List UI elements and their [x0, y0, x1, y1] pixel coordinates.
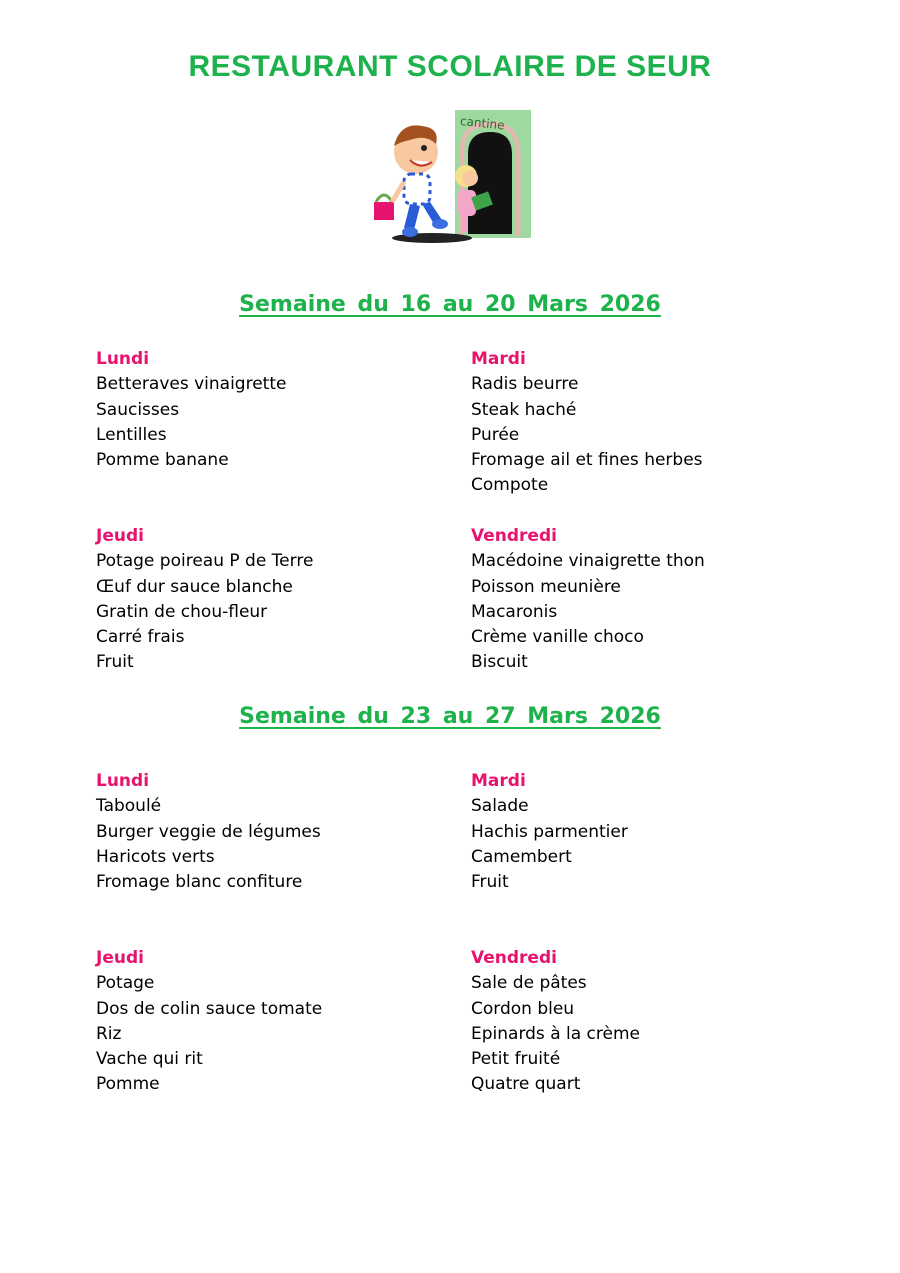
menu-item: Salade [471, 796, 529, 817]
day-name: Lundi [96, 771, 150, 791]
menu-item: Hachis parmentier [471, 821, 628, 842]
day-name: Jeudi [96, 948, 144, 968]
day-block-mardi [471, 769, 851, 895]
menu-item: Betteraves vinaigrette [96, 374, 287, 395]
menu-item: Compote [471, 475, 549, 496]
menu-item: Saucisses [96, 399, 180, 420]
day-block-jeudi [96, 946, 476, 1098]
day-name: Vendredi [471, 948, 557, 968]
menu-item: Fruit [471, 872, 509, 893]
menu-item: Œuf dur sauce blanche [96, 576, 293, 597]
menu-item: Taboulé [96, 796, 162, 817]
menu-item: Fromage blanc confiture [96, 872, 303, 893]
menu-item: Macédoine vinaigrette thon [471, 551, 705, 572]
day-name: Jeudi [96, 526, 144, 546]
day-block-vendredi [471, 524, 851, 676]
menu-item: Haricots verts [96, 846, 215, 867]
day-name: Lundi [96, 349, 150, 369]
menu-item: Purée [471, 424, 520, 445]
day-block-lundi [96, 769, 476, 895]
day-block-mardi [471, 347, 851, 499]
menu-item: Steak haché [471, 399, 577, 420]
menu-item: Sale de pâtes [471, 973, 587, 994]
day-name: Mardi [471, 771, 526, 791]
page-title: RESTAURANT SCOLAIRE DE SEUR [188, 50, 712, 83]
menu-item: Epinards à la crème [471, 1023, 640, 1044]
menu-item: Pomme [96, 1074, 160, 1095]
menu-item: Radis beurre [471, 374, 579, 395]
cantine-sign: cantine [459, 113, 506, 133]
menu-item: Pomme banane [96, 450, 229, 471]
menu-item: Quatre quart [471, 1074, 581, 1095]
menu-item: Lentilles [96, 424, 167, 445]
menu-item: Biscuit [471, 652, 528, 673]
menu-item: Riz [96, 1023, 122, 1044]
menu-item: Camembert [471, 846, 572, 867]
menu-item: Gratin de chou-fleur [96, 601, 268, 622]
menu-item: Burger veggie de légumes [96, 821, 321, 842]
day-block-jeudi [96, 524, 476, 676]
menu-item: Crème vanille choco [471, 627, 644, 648]
menu-item: Fruit [96, 652, 134, 673]
cantine-illustration [370, 106, 535, 248]
menu-item: Petit fruité [471, 1049, 561, 1070]
menu-item: Vache qui rit [96, 1049, 203, 1070]
day-block-vendredi [471, 946, 851, 1098]
day-block-lundi [96, 347, 476, 473]
week-title: Semaine du 23 au 27 Mars 2026 [239, 704, 661, 729]
menu-item: Potage poireau P de Terre [96, 551, 314, 572]
menu-item: Potage [96, 973, 155, 994]
menu-item: Dos de colin sauce tomate [96, 998, 323, 1019]
menu-item: Cordon bleu [471, 998, 575, 1019]
week-title: Semaine du 16 au 20 Mars 2026 [239, 292, 661, 317]
menu-item: Macaronis [471, 601, 558, 622]
menu-item: Carré frais [96, 627, 185, 648]
day-name: Vendredi [471, 526, 557, 546]
menu-item: Poisson meunière [471, 576, 621, 597]
menu-item: Fromage ail et fines herbes [471, 450, 703, 471]
day-name: Mardi [471, 349, 526, 369]
